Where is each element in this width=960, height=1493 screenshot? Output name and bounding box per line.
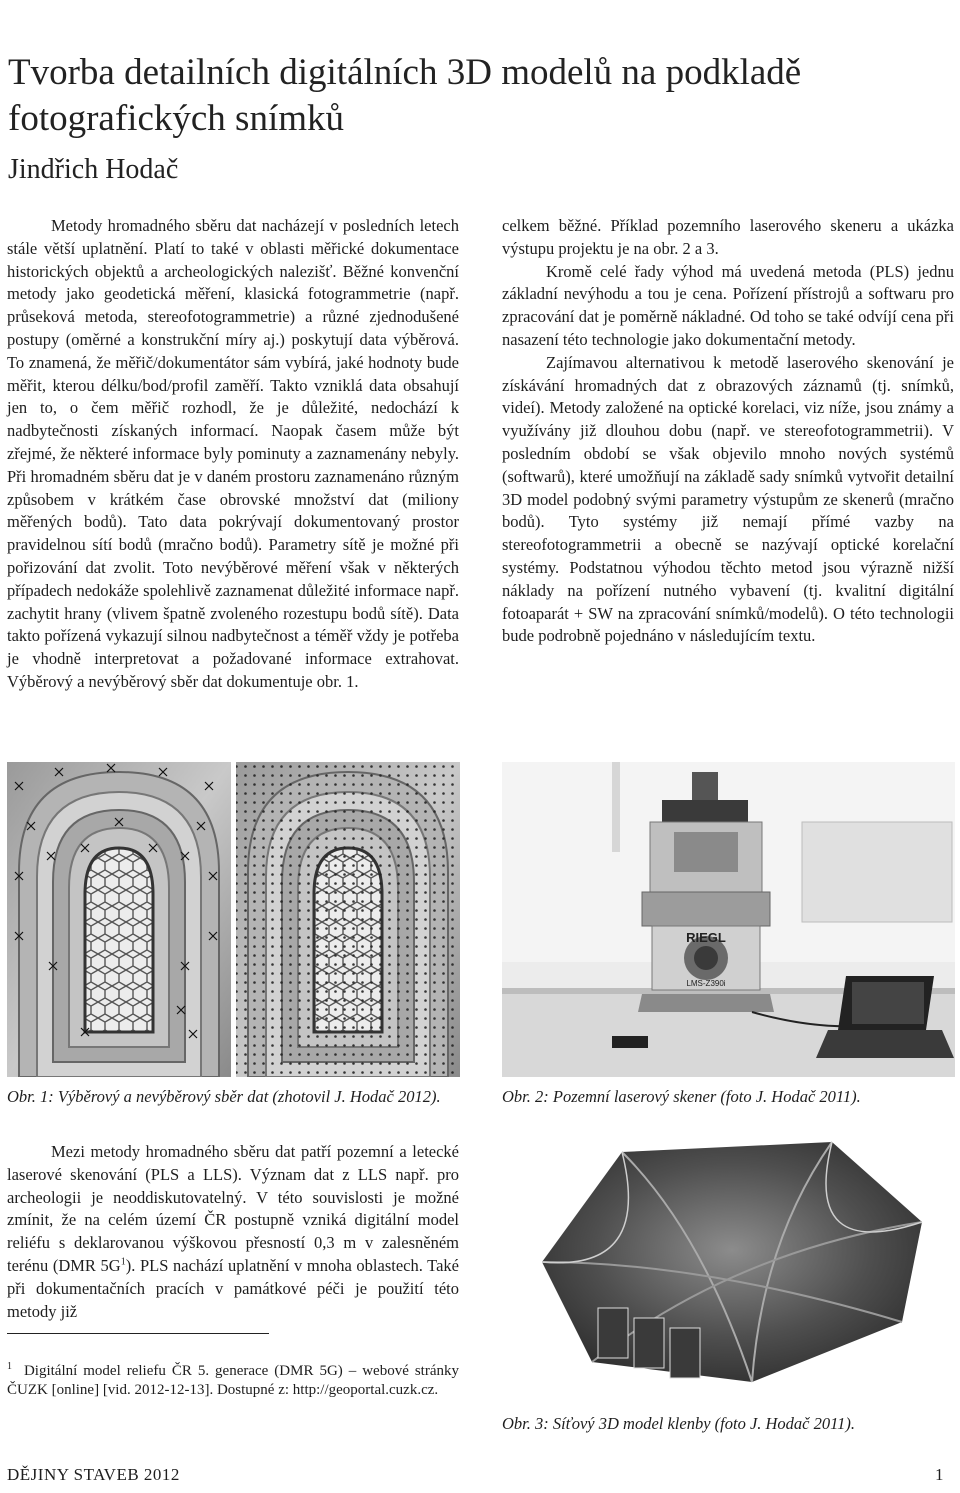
figure-3-vault-model bbox=[502, 1112, 955, 1400]
text-column-left-bottom bbox=[7, 1141, 459, 1323]
paragraph-laser-scanning-b: ). PLS nachází uplatnění v mnoha oblastech. Také při dokumentačních pracích v památkové péči je použití této metody již bbox=[7, 1255, 459, 1321]
footnote bbox=[7, 1362, 459, 1400]
page-number: 1 bbox=[935, 1465, 944, 1484]
paragraph-laser-scanning-a: Mezi metody hromadného sběru dat patří pozemní a letecké laserové skenování (PLS a LLS). Význam dat z LLS např. pro archeologii je neoddiskutovatelný. V této souvislosti je možné zmínit, že na celém území ČR postupně vzniká digitální model reliéfu s deklarovanou výškovou přesností 0,3 m v zalesněném terénu (DMR 5G bbox=[7, 1142, 459, 1275]
window-comparison-image bbox=[7, 762, 460, 1077]
paragraph-alternative: Zajímavou alternativou k metodě laserového skenování je získávání hromadných dat z obrazových záznamů (tj. snímků, videí). Metody založené na optické korelaci, viz níže, jsou známy a využívány již dlouhou dobu (např. ve stereofotogrammetrii). V posledním období se však objevilo mnoho nových systémů (softwarů), které umožňují na základě sady snímků vytvořit detailní 3D model podobný svými parametry výstupům ze skenerů (mračno bodů). Tyto systémy již nemají přímé vazby na stereofotogrammetrii a obecně se nazývají optické korelační systémy. Podstatnou výhodou těchto metod jsou výrazně nižší náklady na pořízení nutného vybavení (tj. kvalitní digitální fotoaparát + SW na zpracování snímků/modelů). O této technologii bude podrobně pojednáno v následujícím textu. bbox=[502, 352, 954, 646]
figure-1-caption: Obr. 1: Výběrový a nevýběrový sběr dat (zhotovil J. Hodač 2012). bbox=[7, 1087, 441, 1106]
article-author: Jindřich Hodač bbox=[8, 154, 179, 185]
footnote-number: 1 bbox=[7, 1361, 12, 1372]
figure-2-caption: Obr. 2: Pozemní laserový skener (foto J. Hodač 2011). bbox=[502, 1087, 861, 1106]
text-column-right bbox=[502, 215, 954, 648]
vault-mesh-image bbox=[502, 1112, 955, 1400]
journal-name: DĚJINY STAVEB 2012 bbox=[7, 1465, 180, 1484]
scanner-model-label: LMS-Z390i bbox=[686, 979, 726, 988]
footnote-reference: 1 bbox=[120, 1256, 126, 1268]
paragraph-cost: Kromě celé řady výhod má uvedená metoda (PLS) jednu základní nevýhodu a tou je cena. Pořízení přístrojů a softwaru pro zpracování dat je poměrně nákladné. Od toho se také odvíjí cena při nasazení této technologie jako dokumentační metody. bbox=[502, 261, 954, 349]
text-column-left-top bbox=[7, 215, 459, 694]
paragraph-continuation: celkem běžné. Příklad pozemního laserového skeneru a ukázka výstupu projektu je na obr. 2 a 3. bbox=[502, 216, 954, 258]
footnote-text: Digitální model reliefu ČR 5. generace (DMR 5G) – webové stránky ČUZK [online] [vid. 2012-12-13]. Dostupné z: http://geoportal.cuzk.cz. bbox=[7, 1363, 460, 1398]
scanner-brand-label: RIEGL bbox=[686, 930, 726, 945]
article-title: Tvorba detailních digitálních 3D modelů na podkladě fotografických snímků bbox=[8, 52, 802, 139]
laser-scanner-image bbox=[502, 762, 955, 1077]
footnote-separator bbox=[7, 1333, 269, 1334]
figure-2-laser-scanner bbox=[502, 762, 955, 1077]
figure-3-caption: Obr. 3: Síťový 3D model klenby (foto J. Hodač 2011). bbox=[502, 1414, 856, 1433]
figure-1-windows bbox=[7, 762, 460, 1077]
paragraph-intro: Metody hromadného sběru dat nacházejí v posledních letech stále větší uplatnění. Platí to také v oblasti měřické dokumentace historických objektů a archeologických nalezišť. Běžné konvenční metody jako geodetická měření, klasická fotogrammetrie (např. průseková metoda, stereofotogrammetrie) a různé zjednodušené postupy (oměrné a konstrukční míry aj.) poskytují data výběrová. To znamená, že měřič/dokumentátor sám vybírá, jaké hodnoty bude měřit, kterou délku/bod/profil zaměří. Takto vzniklá data obsahují jen to, o čem měřič rozhodl, že je důležité, nedochází k nadbytečnosti získaných informací. Naopak časem může být zřejmé, že některé informace byly pominuty a zaznamenány nebyly. Při hromadném sběru dat je v daném prostoru zaznamenáno různým způsobem v krátkém čase obrovské množství dat (miliony měřených bodů). Tato data pokrývají dokumentovaný prostor pravidelnou sítí bodů (mračno bodů). Parametry sítě je možné při pořizování dat zvolit. Toto nevýběrové měření však v některých případech nedokáže spolehlivě zaznamenat důležité informace např. zachytit hrany (vlivem špatně zvoleného rozestupu bodů sítě). Data takto pořízená vykazují silnou nadbytečnost a téměř vždy je potřeba je vhodně interpretovat a požadované informace extrahovat. Výběrový a nevýběrový sběr dat dokumentuje obr. 1. bbox=[7, 216, 459, 691]
paragraph-laser-scanning bbox=[7, 1141, 459, 1323]
